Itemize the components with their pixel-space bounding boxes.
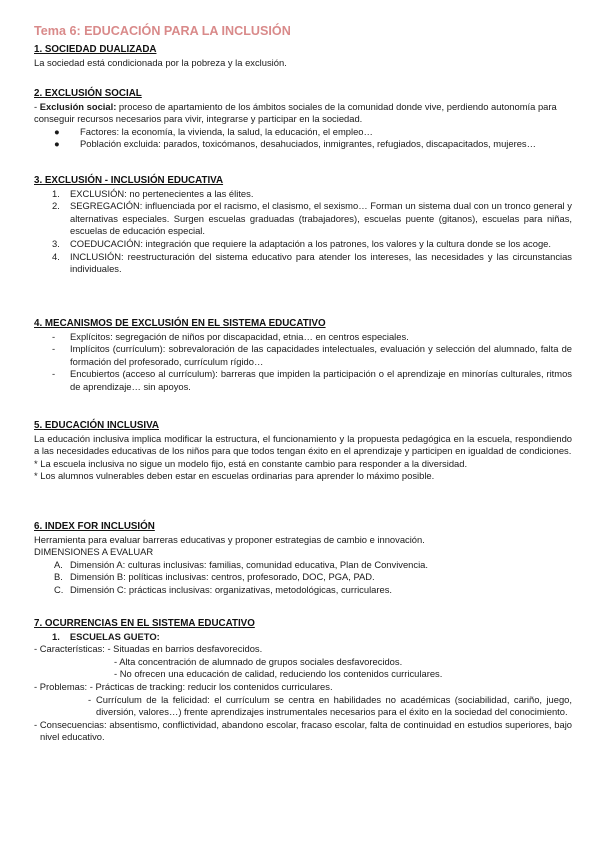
definition-prefix: - [34,100,40,112]
list-item: - Alta concentración de alumnado de grupos sociales desfavorecidos. [114,655,403,667]
item-number: 2. [52,200,60,212]
list-item-text: SEGREGACIÓN: influenciada por el racismo, el clasismo, el sexismo… Forman un sistema dual con un tronco general y alternativas especiales. Surgen escuelas graduadas (trabajadores), escuelas puente (gitanos), escuelas para niñas, escuelas de educación especial. [70,200,572,237]
list-item-text: Población excluida: parados, toxicómanos, desahuciados, inmigrantes, refugiados, discapacitados, mujeres… [80,138,536,150]
definition-text: proceso de apartamiento de los ámbitos sociales de la comunidad donde vive, perdiendo autonomía para conseguir recursos necesarios para vivir, integrarse y participar en la sociedad. [34,100,557,125]
section-text: Herramienta para evaluar barreras educativas y proponer estrategias de cambio e innovación. [34,533,425,545]
list-item-text: Encubiertos (acceso al currículum): barreras que impiden la participación o el aprendizaje en minorías culturales, ritmos de aprendizaje… sin apoyos. [70,368,572,392]
list-item [34,584,572,597]
bullet-icon: ● [54,138,60,150]
list-item [34,238,572,251]
list-item [34,138,572,151]
list-item-text: Dimensión A: culturas inclusivas: familias, comunidad educativa, Plan de Convivencia. [70,558,428,570]
document-title: Tema 6: EDUCACIÓN PARA LA INCLUSIÓN [34,24,291,38]
list-item-text: Implícitos (currículum): sobrevaloración de las capacidades intelectuales, evaluación y selección del alumnado, falta de formación del profesorado, currículum rígido… [70,343,572,367]
section-text: La sociedad está condicionada por la pobreza y la exclusión. [34,56,287,68]
section-mecanismos-exclusion [34,318,572,394]
section-heading: 7. OCURRENCIAS EN EL SISTEMA EDUCATIVO [34,618,255,629]
section-text: La educación inclusiva implica modificar la estructura, el funcionamiento y la propuesta pedagógica en la escuela, respondiendo a las necesidades educativas de los niños para que todos tengan éxito en el aprendizaje y participen en igualdad de condiciones. [34,432,572,457]
list-item [34,126,572,139]
list-item [34,571,572,584]
list-item-text: Dimensión B: políticas inclusivas: centros, profesorado, DOC, PGA, PAD. [70,571,375,583]
item-number: 4. [52,250,60,262]
list-item-text: EXCLUSIÓN: no pertenecientes a las élites. [70,187,254,199]
characteristics-first [34,643,572,656]
section-ocurrencias [34,618,572,744]
list-item-text: COEDUCACIÓN: integración que requiere la adaptación a los patrones, los valores y la cultura donde se los acoge. [70,237,551,249]
list-item [34,331,572,344]
section-exclusion-social [34,88,572,151]
list-item-text: - Situadas en barrios desfavorecidos. [107,643,263,655]
list-item [34,559,572,572]
problems-first [34,681,572,694]
list-item: - No ofrecen una educación de calidad, reduciendo los contenidos curriculares. [114,668,443,680]
list-item-text: Dimensión C: prácticas inclusivas: organizativas, metodológicas, curriculares. [70,583,393,595]
list-item-text: - Prácticas de tracking: reducir los contenidos curriculares. [89,680,333,692]
note: * La escuela inclusiva no sigue un modelo fijo, está en constante cambio para responder a la diversidad. [34,457,468,469]
section-index-for-inclusion [34,521,572,597]
item-letter: A. [54,558,63,570]
definition-paragraph [34,101,572,126]
list-item [34,343,572,368]
characteristics-label: - Características: [34,643,108,655]
item-number: 1. [52,187,60,199]
note: * Los alumnos vulnerables deben estar en escuelas ordinarias para aprender lo máximo posible. [34,470,435,482]
list-item [34,694,572,719]
section-heading: 2. EXCLUSIÓN SOCIAL [34,88,142,99]
section-sociedad-dualizada [34,44,572,69]
list-item-text: Currículum de la felicidad: el currículum se centra en habilidades no académicas (sociabilidad, cariño, juego, diversión, valores…) frente aprendizajes instrumentales necesarios para el éxito en la sociedad del conocimiento. [96,693,572,718]
bullet-icon: ● [54,125,60,137]
subsection-number: 1. [52,630,60,642]
definition-term: Exclusión social: [39,100,117,112]
dash-marker: - [52,330,56,342]
section-educacion-inclusiva [34,420,572,483]
item-letter: C. [54,583,64,595]
list-item [34,368,572,393]
list-item-text: INCLUSIÓN: reestructuración del sistema educativo para atender los intereses, las necesidades y las circunstancias individuales. [70,250,572,275]
dash-marker: - [52,343,56,355]
list-item-text: Factores: la economía, la vivienda, la salud, la educación, el empleo… [80,125,373,137]
subsection-title: ESCUELAS GUETO: [69,630,160,642]
dash-marker: - [88,693,92,705]
list-item [34,188,572,201]
section-exclusion-inclusion-educativa [34,175,572,276]
list-item [34,200,572,238]
dimensions-label: DIMENSIONES A EVALUAR [34,546,154,558]
consequences: - Consecuencias: absentismo, conflictividad, abandono escolar, fracaso escolar, falta de continuidad en estudios superiores, bajo nivel educativo. [34,718,572,743]
section-heading: 3. EXCLUSIÓN - INCLUSIÓN EDUCATIVA [34,175,224,186]
problems-label: - Problemas: [34,680,90,692]
list-item-text: Explícitos: segregación de niños por discapacidad, etnia… en centros especiales. [70,330,409,342]
list-item [34,251,572,276]
section-heading: 5. EDUCACIÓN INCLUSIVA [34,420,160,431]
item-number: 3. [52,237,60,249]
section-heading: 4. MECANISMOS DE EXCLUSIÓN EN EL SISTEMA EDUCATIVO [34,318,326,329]
subsection-heading [34,631,572,644]
dash-marker: - [52,368,56,380]
section-heading: 6. INDEX FOR INCLUSIÓN [34,521,155,532]
item-letter: B. [54,571,63,583]
section-heading: 1. SOCIEDAD DUALIZADA [34,44,157,55]
